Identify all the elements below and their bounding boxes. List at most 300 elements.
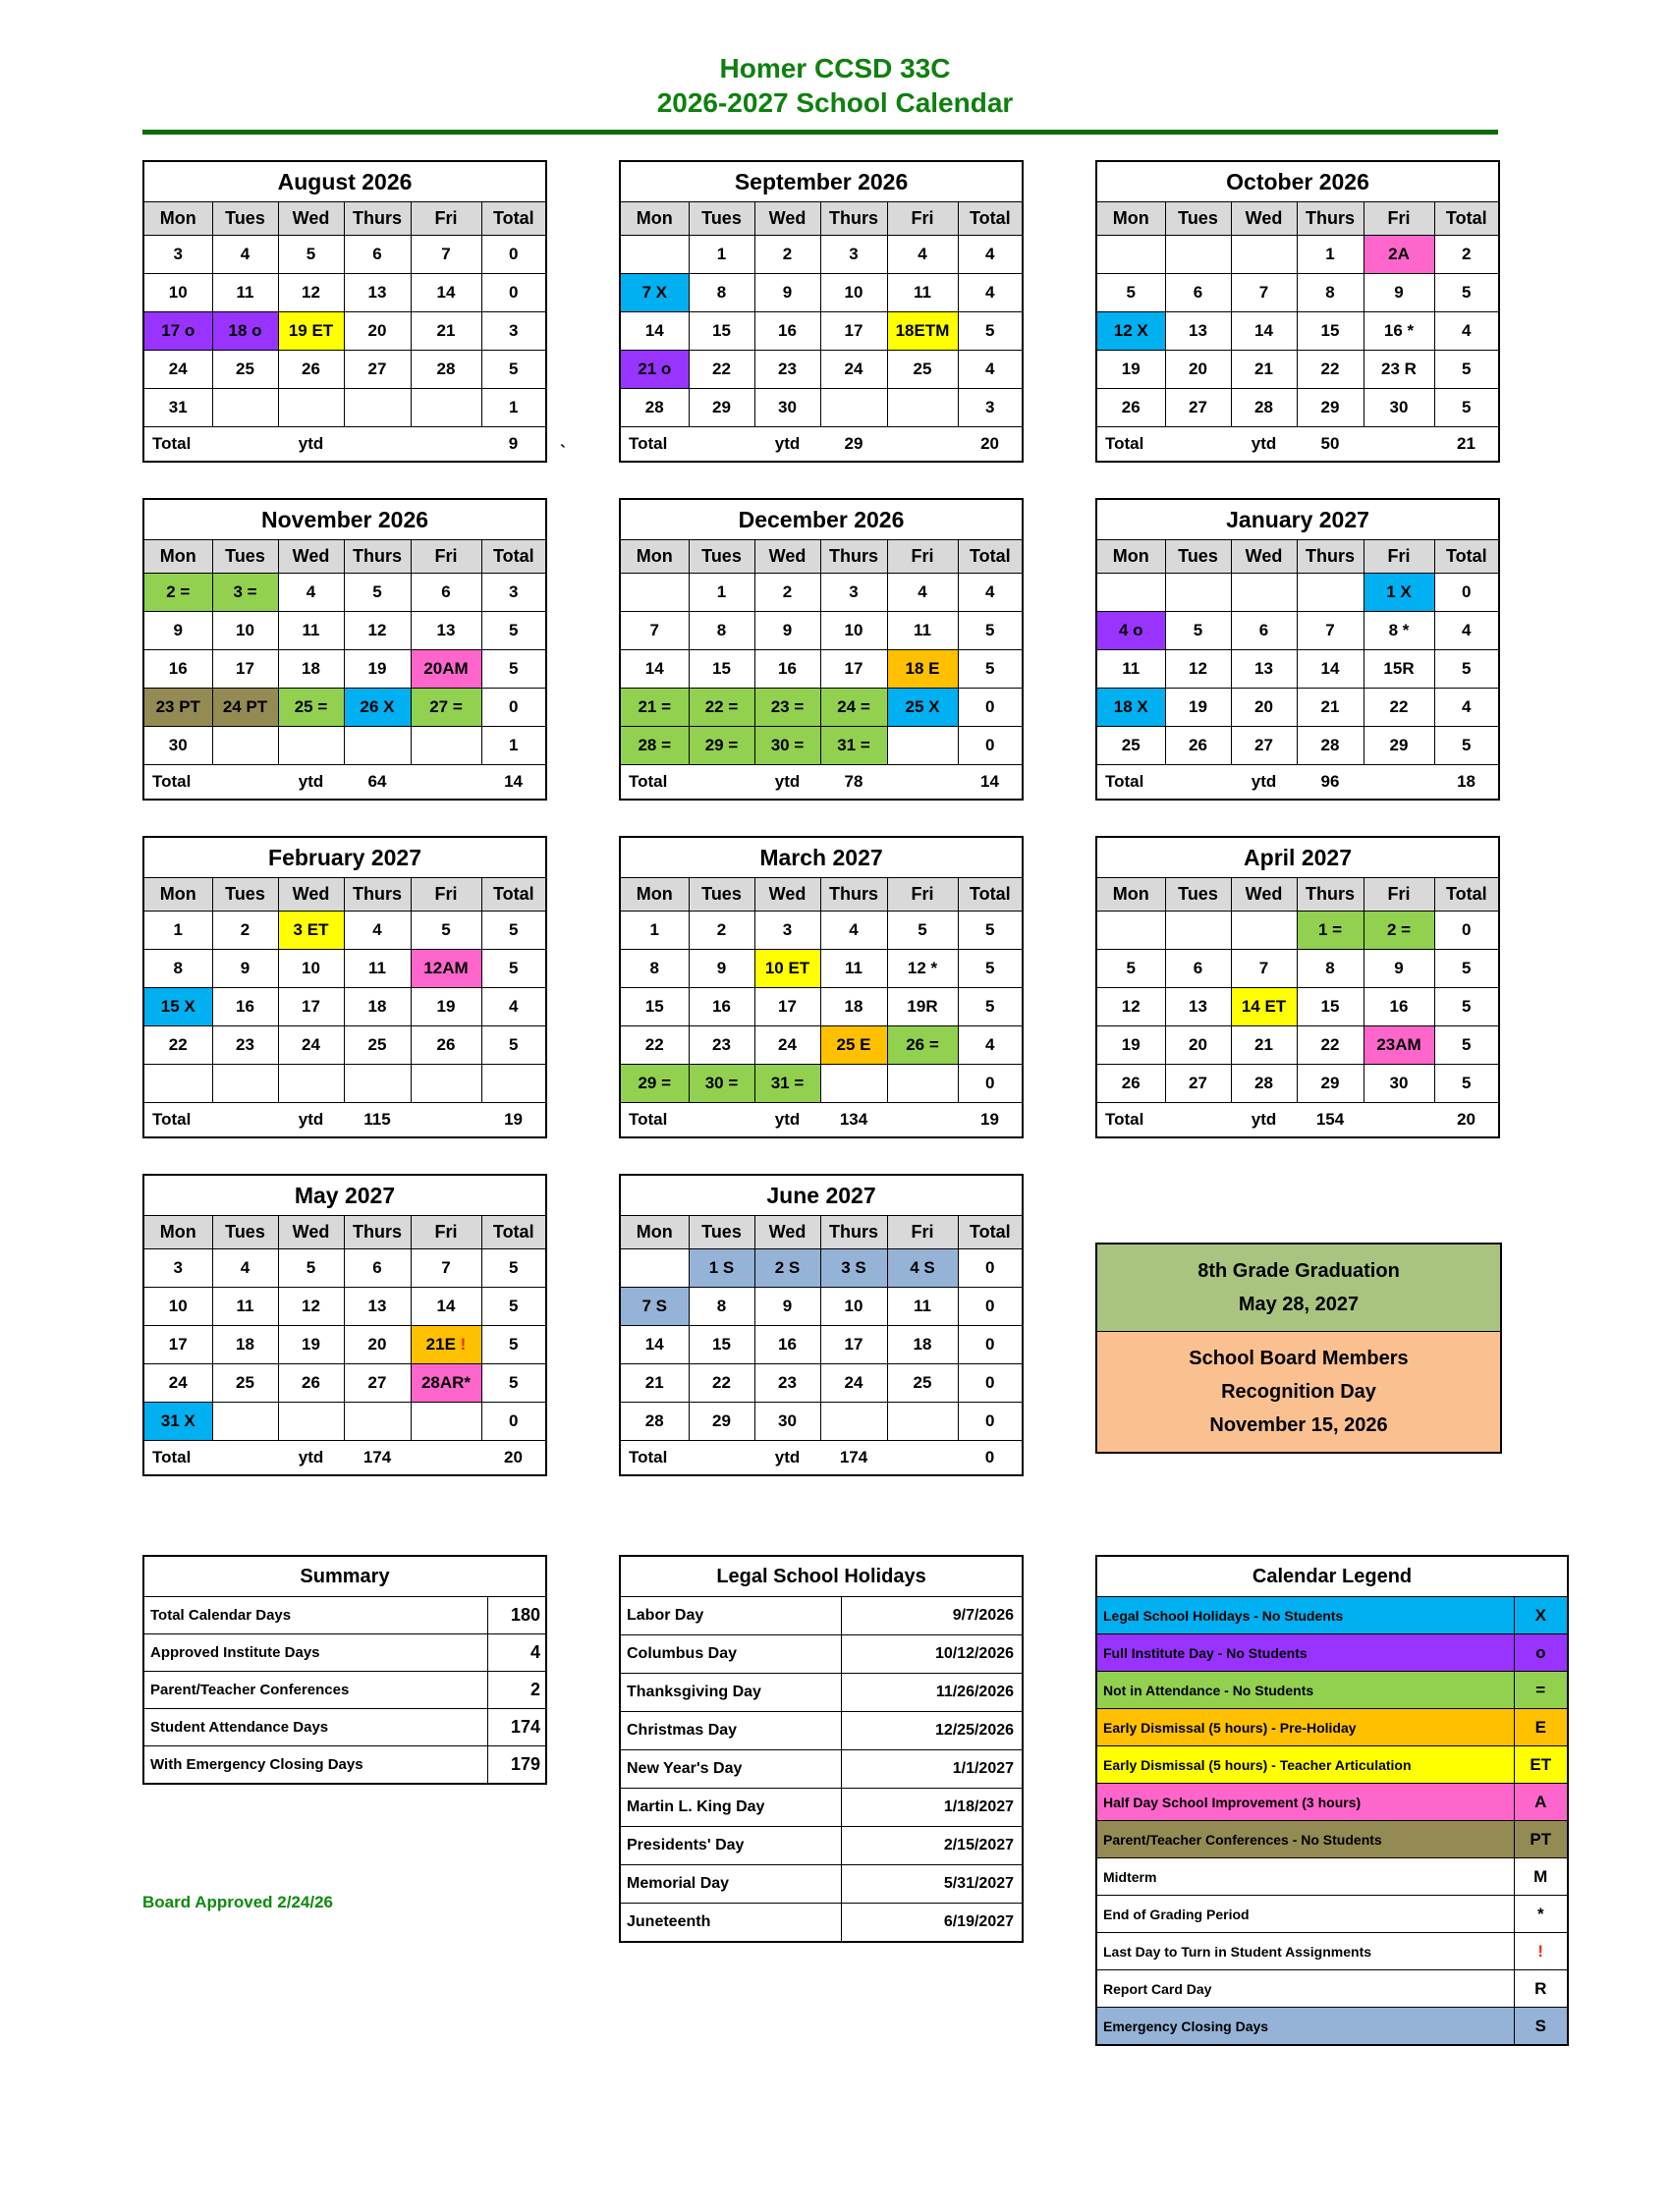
day-cell: 23 R xyxy=(1364,351,1434,389)
day-cell: 3 ET xyxy=(278,912,344,950)
day-cell: 3 = xyxy=(212,574,278,612)
day-cell xyxy=(1096,912,1165,950)
holiday-name: Labor Day xyxy=(620,1597,841,1635)
day-cell: 8 xyxy=(1297,274,1364,312)
day-cell: 14 xyxy=(411,274,481,312)
day-cell: 14 xyxy=(620,312,689,351)
week-total-cell: 1 xyxy=(481,389,546,427)
holiday-row xyxy=(620,1674,1023,1712)
summary-row xyxy=(143,1709,546,1746)
day-cell: 3 xyxy=(820,236,887,274)
day-cell: 19 xyxy=(1096,351,1165,389)
day-cell: 17 xyxy=(820,312,887,351)
day-cell: 29 = xyxy=(689,727,754,765)
day-cell xyxy=(278,389,344,427)
legend-symbol: PT xyxy=(1514,1821,1568,1858)
day-cell: 26 xyxy=(411,1026,481,1065)
day-cell: 18 o xyxy=(212,312,278,351)
day-header: Total xyxy=(958,878,1023,912)
legend-symbol: R xyxy=(1514,1970,1568,2008)
ytd-value: 50 xyxy=(1297,427,1364,463)
day-cell xyxy=(820,389,887,427)
day-cell: 20AM xyxy=(411,650,481,689)
month-total-row xyxy=(143,1441,546,1476)
week-total-cell: 4 xyxy=(958,351,1023,389)
day-cell: 11 xyxy=(820,950,887,988)
day-header: Thurs xyxy=(344,540,411,574)
week-row xyxy=(620,351,1023,389)
week-row xyxy=(1096,650,1499,689)
day-cell: 2A xyxy=(1364,236,1434,274)
day-header: Wed xyxy=(278,202,344,236)
summary-column xyxy=(142,1555,545,1912)
week-total-cell: 5 xyxy=(481,612,546,650)
day-cell: 6 xyxy=(1165,274,1231,312)
day-header: Tues xyxy=(689,202,754,236)
day-cell xyxy=(1231,912,1297,950)
day-cell: 17 xyxy=(212,650,278,689)
holiday-date: 9/7/2026 xyxy=(841,1597,1023,1635)
day-cell: 14 xyxy=(1297,650,1364,689)
month-title: April 2027 xyxy=(1096,837,1499,878)
holiday-date: 6/19/2027 xyxy=(841,1904,1023,1943)
month-slot-february-2027 xyxy=(142,836,545,1138)
total-label: Total xyxy=(143,427,212,463)
month-table-may-2027 xyxy=(142,1174,547,1476)
day-cell: 13 xyxy=(1165,988,1231,1026)
day-cell: 21 = xyxy=(620,689,689,727)
day-header: Fri xyxy=(411,878,481,912)
day-cell: 18 xyxy=(820,988,887,1026)
day-cell: 22 xyxy=(620,1026,689,1065)
day-cell: 29 xyxy=(689,389,754,427)
day-cell: 21E ! xyxy=(411,1326,481,1364)
day-cell: 5 xyxy=(1165,612,1231,650)
day-cell: 24 xyxy=(820,1364,887,1403)
legend-row xyxy=(1096,1784,1568,1821)
day-header: Fri xyxy=(887,202,958,236)
week-total-cell: 5 xyxy=(1434,988,1499,1026)
exclamation-mark: ! xyxy=(460,1335,467,1354)
day-header: Total xyxy=(481,202,546,236)
day-cell: 2 xyxy=(689,912,754,950)
day-cell: 7 xyxy=(1297,612,1364,650)
ytd-value: 29 xyxy=(820,427,887,463)
day-cell: 26 xyxy=(278,351,344,389)
month-total-row xyxy=(143,765,546,801)
day-header: Tues xyxy=(689,540,754,574)
summary-label: Total Calendar Days xyxy=(143,1597,487,1634)
week-total-cell: 0 xyxy=(958,1326,1023,1364)
holiday-date: 2/15/2027 xyxy=(841,1827,1023,1865)
legend-label: Full Institute Day - No Students xyxy=(1096,1634,1514,1672)
day-cell: 25 E xyxy=(820,1026,887,1065)
day-header: Thurs xyxy=(820,878,887,912)
day-cell: 10 xyxy=(212,612,278,650)
day-header: Mon xyxy=(143,878,212,912)
day-cell xyxy=(212,727,278,765)
month-total-value: 0 xyxy=(958,1441,1023,1476)
week-row xyxy=(143,1288,546,1326)
week-row xyxy=(143,274,546,312)
legend-row xyxy=(1096,1821,1568,1858)
day-header: Mon xyxy=(620,878,689,912)
week-row xyxy=(1096,612,1499,650)
day-cell: 20 xyxy=(1165,1026,1231,1065)
day-header: Total xyxy=(1434,202,1499,236)
day-header: Mon xyxy=(143,202,212,236)
week-row xyxy=(620,912,1023,950)
day-cell: 25 X xyxy=(887,689,958,727)
day-cell: 7 xyxy=(411,1249,481,1288)
day-cell: 22 = xyxy=(689,689,754,727)
day-header: Total xyxy=(481,1216,546,1249)
day-cell: 31 xyxy=(143,389,212,427)
day-header: Tues xyxy=(212,540,278,574)
ytd-label: ytd xyxy=(1231,1103,1297,1138)
ytd-value: 78 xyxy=(820,765,887,801)
legend-label: Parent/Teacher Conferences - No Students xyxy=(1096,1821,1514,1858)
day-cell: 19 xyxy=(1165,689,1231,727)
legend-table xyxy=(1095,1555,1569,2046)
ytd-label: ytd xyxy=(754,1441,820,1476)
day-cell: 24 = xyxy=(820,689,887,727)
month-title: February 2027 xyxy=(143,837,546,878)
holiday-date: 1/18/2027 xyxy=(841,1789,1023,1827)
page-title xyxy=(0,51,1670,120)
day-cell: 23 xyxy=(754,351,820,389)
day-cell: 30 xyxy=(754,1403,820,1441)
recognition-date: November 15, 2026 xyxy=(1209,1414,1388,1436)
day-cell: 8 xyxy=(1297,950,1364,988)
month-table-january-2027 xyxy=(1095,498,1500,801)
day-header: Mon xyxy=(1096,878,1165,912)
summary-label: Parent/Teacher Conferences xyxy=(143,1672,487,1709)
day-cell: 23 xyxy=(689,1026,754,1065)
day-cell: 5 xyxy=(1096,274,1165,312)
holiday-date: 1/1/2027 xyxy=(841,1750,1023,1789)
week-total-cell: 5 xyxy=(958,912,1023,950)
summary-value: 174 xyxy=(487,1709,546,1746)
holiday-name: Christmas Day xyxy=(620,1712,841,1750)
day-cell: 4 xyxy=(212,1249,278,1288)
day-cell: 29 xyxy=(1297,389,1364,427)
day-header: Fri xyxy=(887,540,958,574)
day-cell: 1 = xyxy=(1297,912,1364,950)
day-header: Fri xyxy=(1364,540,1434,574)
legend-symbol: A xyxy=(1514,1784,1568,1821)
month-title: November 2026 xyxy=(143,499,546,540)
week-row xyxy=(620,236,1023,274)
day-header: Thurs xyxy=(344,878,411,912)
day-cell: 2 S xyxy=(754,1249,820,1288)
day-cell: 10 xyxy=(143,274,212,312)
day-cell: 5 xyxy=(278,236,344,274)
day-cell xyxy=(278,727,344,765)
legend-label: Early Dismissal (5 hours) - Teacher Articulation xyxy=(1096,1746,1514,1784)
week-total-cell: 5 xyxy=(481,1026,546,1065)
week-total-cell: 0 xyxy=(481,689,546,727)
week-total-cell: 4 xyxy=(1434,689,1499,727)
week-row xyxy=(143,950,546,988)
day-header: Tues xyxy=(212,878,278,912)
week-total-cell: 0 xyxy=(958,689,1023,727)
day-cell: 28 xyxy=(411,351,481,389)
week-total-cell: 5 xyxy=(1434,950,1499,988)
graduation-announcement xyxy=(1097,1244,1500,1332)
day-cell: 9 xyxy=(754,274,820,312)
day-header: Thurs xyxy=(820,540,887,574)
day-cell: 9 xyxy=(754,1288,820,1326)
day-header: Tues xyxy=(689,1216,754,1249)
day-header: Wed xyxy=(278,1216,344,1249)
holiday-name: Columbus Day xyxy=(620,1635,841,1674)
day-cell xyxy=(1297,574,1364,612)
district-name: Homer CCSD 33C xyxy=(719,53,951,83)
total-label: Total xyxy=(143,765,212,801)
holiday-name: Martin L. King Day xyxy=(620,1789,841,1827)
month-total-value: 19 xyxy=(958,1103,1023,1138)
week-total-cell: 5 xyxy=(1434,1065,1499,1103)
day-cell: 23AM xyxy=(1364,1026,1434,1065)
day-cell: 21 xyxy=(620,1364,689,1403)
day-cell: 8 xyxy=(689,1288,754,1326)
day-header: Thurs xyxy=(344,1216,411,1249)
day-header: Tues xyxy=(1165,540,1231,574)
day-cell: 11 xyxy=(887,274,958,312)
day-cell: 9 xyxy=(1364,950,1434,988)
month-total-row xyxy=(1096,427,1499,463)
day-cell: 30 = xyxy=(689,1065,754,1103)
week-row xyxy=(1096,727,1499,765)
day-cell: 21 xyxy=(1297,689,1364,727)
day-header: Tues xyxy=(212,202,278,236)
day-header: Wed xyxy=(1231,202,1297,236)
day-header: Wed xyxy=(1231,878,1297,912)
day-cell: 24 xyxy=(820,351,887,389)
week-total-cell: 5 xyxy=(481,1288,546,1326)
legend-symbol: E xyxy=(1514,1709,1568,1746)
day-header: Wed xyxy=(278,878,344,912)
day-cell: 28 xyxy=(620,389,689,427)
day-cell: 28 xyxy=(1297,727,1364,765)
day-cell: 25 xyxy=(887,1364,958,1403)
ytd-value: 154 xyxy=(1297,1103,1364,1138)
day-header: Fri xyxy=(411,540,481,574)
holidays-column xyxy=(619,1555,1022,1943)
total-label: Total xyxy=(620,427,689,463)
week-total-cell: 0 xyxy=(958,1249,1023,1288)
legend-title: Calendar Legend xyxy=(1096,1556,1568,1597)
month-total-row xyxy=(620,427,1023,463)
day-cell xyxy=(620,236,689,274)
day-cell: 13 xyxy=(1165,312,1231,351)
week-row xyxy=(1096,236,1499,274)
month-total-value: 20 xyxy=(481,1441,546,1476)
week-total-cell: 5 xyxy=(1434,351,1499,389)
summary-label: Student Attendance Days xyxy=(143,1709,487,1746)
legend-row xyxy=(1096,1597,1568,1634)
week-row xyxy=(143,1326,546,1364)
day-cell xyxy=(143,1065,212,1103)
day-cell: 4 o xyxy=(1096,612,1165,650)
day-header: Thurs xyxy=(820,202,887,236)
week-row xyxy=(1096,351,1499,389)
day-cell xyxy=(411,1065,481,1103)
day-cell xyxy=(887,1403,958,1441)
day-cell: 19 xyxy=(278,1326,344,1364)
day-cell: 18 X xyxy=(1096,689,1165,727)
day-cell: 12 xyxy=(344,612,411,650)
ytd-label: ytd xyxy=(278,1441,344,1476)
day-cell: 11 xyxy=(212,274,278,312)
month-total-value: 21 xyxy=(1434,427,1499,463)
day-cell: 8 xyxy=(620,950,689,988)
day-header: Thurs xyxy=(820,1216,887,1249)
day-cell: 19 xyxy=(344,650,411,689)
month-total-value: 18 xyxy=(1434,765,1499,801)
week-row xyxy=(1096,274,1499,312)
week-total-cell: 0 xyxy=(958,1364,1023,1403)
week-row xyxy=(143,1026,546,1065)
day-cell: 3 S xyxy=(820,1249,887,1288)
legend-column xyxy=(1095,1555,1569,2046)
week-row xyxy=(620,689,1023,727)
day-cell: 16 * xyxy=(1364,312,1434,351)
day-cell: 30 xyxy=(1364,1065,1434,1103)
month-title: December 2026 xyxy=(620,499,1023,540)
day-cell: 12AM xyxy=(411,950,481,988)
week-row xyxy=(620,312,1023,351)
week-row xyxy=(1096,574,1499,612)
day-cell: 17 xyxy=(820,1326,887,1364)
month-table-february-2027 xyxy=(142,836,547,1138)
week-total-cell: 5 xyxy=(481,351,546,389)
week-total-cell: 4 xyxy=(1434,612,1499,650)
week-row xyxy=(143,236,546,274)
week-row xyxy=(1096,389,1499,427)
day-cell: 15 X xyxy=(143,988,212,1026)
day-cell: 9 xyxy=(212,950,278,988)
day-cell: 16 xyxy=(754,312,820,351)
week-row xyxy=(620,650,1023,689)
summary-value: 4 xyxy=(487,1634,546,1672)
ytd-value: 174 xyxy=(820,1441,887,1476)
day-cell: 30 xyxy=(1364,389,1434,427)
holiday-row xyxy=(620,1750,1023,1789)
day-cell: 14 xyxy=(1231,312,1297,351)
day-cell: 24 xyxy=(143,351,212,389)
day-header: Wed xyxy=(278,540,344,574)
day-cell: 9 xyxy=(1364,274,1434,312)
day-header: Thurs xyxy=(344,202,411,236)
day-cell: 24 xyxy=(143,1364,212,1403)
day-cell: 28 xyxy=(1231,389,1297,427)
day-cell: 10 ET xyxy=(754,950,820,988)
day-cell: 14 xyxy=(411,1288,481,1326)
legend-symbol: o xyxy=(1514,1634,1568,1672)
day-cell: 29 = xyxy=(620,1065,689,1103)
day-header: Fri xyxy=(411,1216,481,1249)
day-cell: 31 X xyxy=(143,1403,212,1441)
month-table-april-2027 xyxy=(1095,836,1500,1138)
day-cell: 17 xyxy=(754,988,820,1026)
day-cell: 30 xyxy=(754,389,820,427)
week-total-cell: 5 xyxy=(958,312,1023,351)
month-table-december-2026 xyxy=(619,498,1024,801)
day-cell: 24 xyxy=(754,1026,820,1065)
day-header: Tues xyxy=(1165,202,1231,236)
week-total-cell: 4 xyxy=(958,1026,1023,1065)
day-cell xyxy=(411,1403,481,1441)
day-cell: 27 xyxy=(344,1364,411,1403)
day-cell: 26 xyxy=(1096,1065,1165,1103)
summary-value: 2 xyxy=(487,1672,546,1709)
day-cell: 18ETM xyxy=(887,312,958,351)
month-slot-june-2027 xyxy=(619,1174,1022,1476)
week-row xyxy=(143,689,546,727)
day-cell: 9 xyxy=(754,612,820,650)
day-cell xyxy=(344,389,411,427)
summary-value: 180 xyxy=(487,1597,546,1634)
day-cell: 17 xyxy=(820,650,887,689)
day-cell: 4 xyxy=(820,912,887,950)
holiday-name: Memorial Day xyxy=(620,1865,841,1904)
announcement-box xyxy=(1095,1243,1502,1454)
day-cell: 12 X xyxy=(1096,312,1165,351)
legend-row xyxy=(1096,1896,1568,1933)
day-cell: 16 xyxy=(143,650,212,689)
month-slot-december-2026 xyxy=(619,498,1022,801)
day-cell: 22 xyxy=(1364,689,1434,727)
ytd-label: ytd xyxy=(278,1103,344,1138)
day-header: Tues xyxy=(212,1216,278,1249)
title-divider-rule xyxy=(142,130,1498,135)
legend-label: Last Day to Turn in Student Assignments xyxy=(1096,1933,1514,1970)
summary-table xyxy=(142,1555,547,1785)
day-cell xyxy=(212,389,278,427)
day-header: Mon xyxy=(620,202,689,236)
day-cell: 7 xyxy=(1231,274,1297,312)
day-cell xyxy=(820,1065,887,1103)
month-title: August 2026 xyxy=(143,161,546,202)
day-cell: 5 xyxy=(278,1249,344,1288)
ytd-value: 96 xyxy=(1297,765,1364,801)
day-cell: 21 o xyxy=(620,351,689,389)
summary-row xyxy=(143,1746,546,1785)
week-total-cell: 5 xyxy=(1434,389,1499,427)
day-cell: 7 xyxy=(620,612,689,650)
day-cell: 28 = xyxy=(620,727,689,765)
month-total-value: 9 xyxy=(481,427,546,463)
week-total-cell: 3 xyxy=(958,389,1023,427)
total-label: Total xyxy=(620,1103,689,1138)
day-cell: 24 xyxy=(278,1026,344,1065)
week-row xyxy=(620,1326,1023,1364)
week-row xyxy=(620,389,1023,427)
week-row xyxy=(143,1065,546,1103)
holidays-title: Legal School Holidays xyxy=(620,1556,1023,1597)
graduation-date: May 28, 2027 xyxy=(1238,1294,1360,1315)
month-table-march-2027 xyxy=(619,836,1024,1138)
day-cell: 10 xyxy=(143,1288,212,1326)
day-cell: 6 xyxy=(344,1249,411,1288)
month-total-row xyxy=(143,427,546,463)
day-cell: 2 xyxy=(754,574,820,612)
week-total-cell: 0 xyxy=(1434,574,1499,612)
ytd-value xyxy=(344,427,411,463)
day-cell: 1 S xyxy=(689,1249,754,1288)
